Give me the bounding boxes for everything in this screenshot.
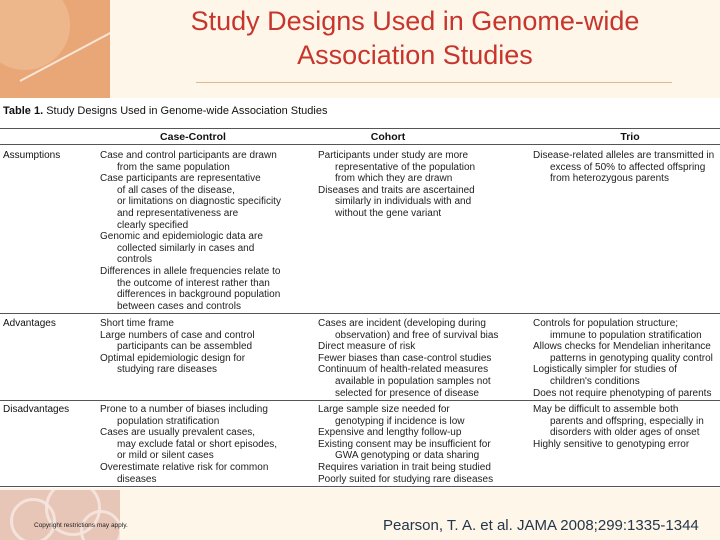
cell-entry-line: from which they are drawn bbox=[335, 173, 453, 185]
cell-entry-line: the outcome of interest rather than bbox=[117, 277, 270, 289]
cell-entry-line: disorders with older ages of onset bbox=[550, 427, 700, 439]
title-divider bbox=[196, 82, 672, 83]
cell-advantages-trio bbox=[533, 318, 718, 399]
cell-entry-line: Cases are usually prevalent cases, bbox=[100, 427, 256, 439]
cell-entry-line: participants can be assembled bbox=[117, 341, 253, 353]
cell-entry bbox=[533, 150, 718, 185]
table-rule-top bbox=[0, 128, 720, 129]
cell-entry-line: Continuum of health-related measures bbox=[318, 364, 489, 376]
cell-entry-line: similarly in individuals with and bbox=[335, 196, 472, 208]
cell-entry-line: without the gene variant bbox=[335, 207, 442, 219]
cell-entry-line: immune to population stratification bbox=[550, 329, 702, 341]
column-header-cohort: Cohort bbox=[370, 131, 406, 143]
cell-entry-line: Genomic and epidemiologic data are bbox=[100, 231, 263, 243]
row-label-disadvantages: Disadvantages bbox=[3, 404, 70, 415]
cell-entry-line: studying rare diseases bbox=[117, 364, 218, 376]
cell-entry-line: GWA genotyping or data sharing bbox=[335, 450, 480, 462]
row-label-advantages: Advantages bbox=[3, 318, 56, 329]
cell-entry-line: Overestimate relative risk for common bbox=[100, 461, 269, 473]
cell-entry-line: Large sample size needed for bbox=[318, 404, 450, 415]
cell-entry-line: may exclude fatal or short episodes, bbox=[117, 438, 278, 450]
cell-entry-line: genotyping if incidence is low bbox=[335, 415, 465, 427]
study-design-table bbox=[0, 98, 720, 488]
cell-entry bbox=[533, 439, 718, 451]
table-label: Table 1. bbox=[3, 105, 44, 117]
cell-entry-line: Disease-related alleles are transmitted in bbox=[533, 150, 715, 161]
cell-entry-line: diseases bbox=[117, 473, 157, 485]
row-label-assumptions: Assumptions bbox=[3, 150, 61, 161]
citation: Pearson, T. A. et al. JAMA 2008;299:1335-1344 bbox=[383, 517, 699, 534]
cell-entry-line: clearly specified bbox=[117, 219, 189, 231]
cell-entry-line: Diseases and traits are ascertained bbox=[318, 184, 475, 196]
cell-entry-line: Large numbers of case and control bbox=[100, 329, 255, 341]
cell-entry-line: and representativeness are bbox=[117, 207, 239, 219]
cell-entry bbox=[100, 462, 315, 485]
cell-entry-line: Participants under study are more bbox=[318, 150, 469, 161]
cell-entry-line: Existing consent may be insufficient for bbox=[318, 438, 491, 450]
cell-entry bbox=[318, 427, 530, 439]
table-rule-row-2 bbox=[0, 400, 720, 401]
cell-entry-line: May be difficult to assemble both bbox=[533, 404, 679, 415]
cell-entry bbox=[100, 318, 315, 330]
cell-entry-line: Allows checks for Mendelian inheritance bbox=[533, 341, 711, 353]
cell-entry-line: Poorly suited for studying rare diseases bbox=[318, 473, 494, 485]
cell-entry bbox=[318, 474, 530, 486]
cell-entry-line: differences in background population bbox=[117, 289, 281, 301]
cell-entry-line: Fewer biases than case-control studies bbox=[318, 352, 492, 364]
cell-entry bbox=[318, 462, 530, 474]
cell-entry bbox=[100, 353, 315, 376]
copyright-notice: Copyright restrictions may apply. bbox=[34, 522, 128, 529]
table-rule-bottom bbox=[0, 486, 720, 487]
cell-entry bbox=[100, 150, 315, 173]
cell-entry-line: excess of 50% to affected offspring bbox=[550, 161, 706, 173]
cell-entry bbox=[100, 330, 315, 353]
cell-entry-line: Requires variation in trait being studied bbox=[318, 461, 491, 473]
table-rule-row-1 bbox=[0, 313, 720, 314]
cell-assumptions-cohort bbox=[318, 150, 530, 220]
cell-disadvantages-case-control bbox=[100, 404, 315, 485]
cell-entry bbox=[318, 364, 530, 399]
cell-entry-line: population stratification bbox=[117, 415, 220, 427]
cell-entry-line: patterns in genotyping quality control bbox=[550, 352, 713, 364]
cell-entry-line: from the same population bbox=[117, 161, 230, 173]
cell-entry-line: Highly sensitive to genotyping error bbox=[533, 438, 690, 450]
cell-entry-line: observation) and free of survival bias bbox=[335, 329, 499, 341]
cell-entry-line: Expensive and lengthy follow-up bbox=[318, 427, 462, 439]
cell-entry bbox=[533, 404, 718, 439]
cell-entry bbox=[100, 404, 315, 427]
cell-entry-line: or limitations on diagnostic specificity bbox=[117, 196, 281, 208]
cell-entry bbox=[100, 231, 315, 266]
cell-entry-line: Does not require phenotyping of parents bbox=[533, 387, 712, 399]
cell-entry-line: Cases are incident (developing during bbox=[318, 318, 486, 329]
cell-entry bbox=[318, 341, 530, 353]
cell-entry-line: from heterozygous parents bbox=[550, 173, 669, 185]
cell-entry-line: Direct measure of risk bbox=[318, 341, 416, 353]
cell-entry bbox=[318, 439, 530, 462]
cell-entry-line: Differences in allele frequencies relate to bbox=[100, 265, 281, 277]
cell-entry-line: parents and offspring, especially in bbox=[550, 415, 704, 427]
cell-entry-line: Optimal epidemiologic design for bbox=[100, 352, 246, 364]
slide-title bbox=[110, 4, 720, 72]
cell-entry bbox=[318, 150, 530, 185]
slide-title-line-1: Study Designs Used in Genome-wide bbox=[190, 6, 640, 36]
cell-assumptions-case-control bbox=[100, 150, 315, 312]
cell-disadvantages-trio bbox=[533, 404, 718, 450]
table-caption bbox=[3, 105, 327, 117]
cell-entry bbox=[318, 404, 530, 427]
cell-entry-line: Controls for population structure; bbox=[533, 318, 679, 329]
cell-entry bbox=[533, 318, 718, 341]
cell-entry-line: Case and control participants are drawn bbox=[100, 150, 277, 161]
cell-entry bbox=[318, 185, 530, 220]
cell-entry-line: children's conditions bbox=[550, 375, 640, 387]
cell-entry-line: controls bbox=[117, 254, 153, 266]
cell-entry-line: Short time frame bbox=[100, 318, 174, 329]
cell-entry-line: of all cases of the disease, bbox=[117, 184, 235, 196]
cell-entry-line: between cases and controls bbox=[117, 300, 241, 312]
cell-entry-line: Prone to a number of biases including bbox=[100, 404, 268, 415]
cell-entry bbox=[533, 341, 718, 364]
cell-entry bbox=[533, 364, 718, 387]
table-rule-header bbox=[0, 144, 720, 145]
table-caption-text: Study Designs Used in Genome-wide Association Studies bbox=[46, 105, 328, 117]
cell-entry bbox=[318, 353, 530, 365]
cell-entry-line: Logistically simpler for studies of bbox=[533, 364, 677, 376]
cell-advantages-cohort bbox=[318, 318, 530, 399]
cell-entry bbox=[100, 427, 315, 462]
cell-entry bbox=[533, 388, 718, 400]
cell-entry-line: Case participants are representative bbox=[100, 173, 261, 185]
cell-entry bbox=[100, 266, 315, 312]
cell-disadvantages-cohort bbox=[318, 404, 530, 485]
column-header-case-control: Case-Control bbox=[160, 131, 226, 143]
column-header-trio: Trio bbox=[620, 131, 640, 143]
cell-entry-line: selected for presence of disease bbox=[335, 387, 479, 399]
cell-assumptions-trio bbox=[533, 150, 718, 185]
cell-entry bbox=[100, 173, 315, 231]
cell-entry-line: or mild or silent cases bbox=[117, 450, 214, 462]
cell-entry-line: collected similarly in cases and bbox=[117, 242, 255, 254]
cell-entry-line: representative of the population bbox=[335, 161, 476, 173]
cell-advantages-case-control bbox=[100, 318, 315, 376]
slide-title-line-2: Association Studies bbox=[297, 40, 533, 70]
cell-entry-line: available in population samples not bbox=[335, 375, 491, 387]
decorative-corner-bottom bbox=[0, 490, 120, 540]
decorative-corner-top bbox=[0, 0, 110, 100]
cell-entry bbox=[318, 318, 530, 341]
